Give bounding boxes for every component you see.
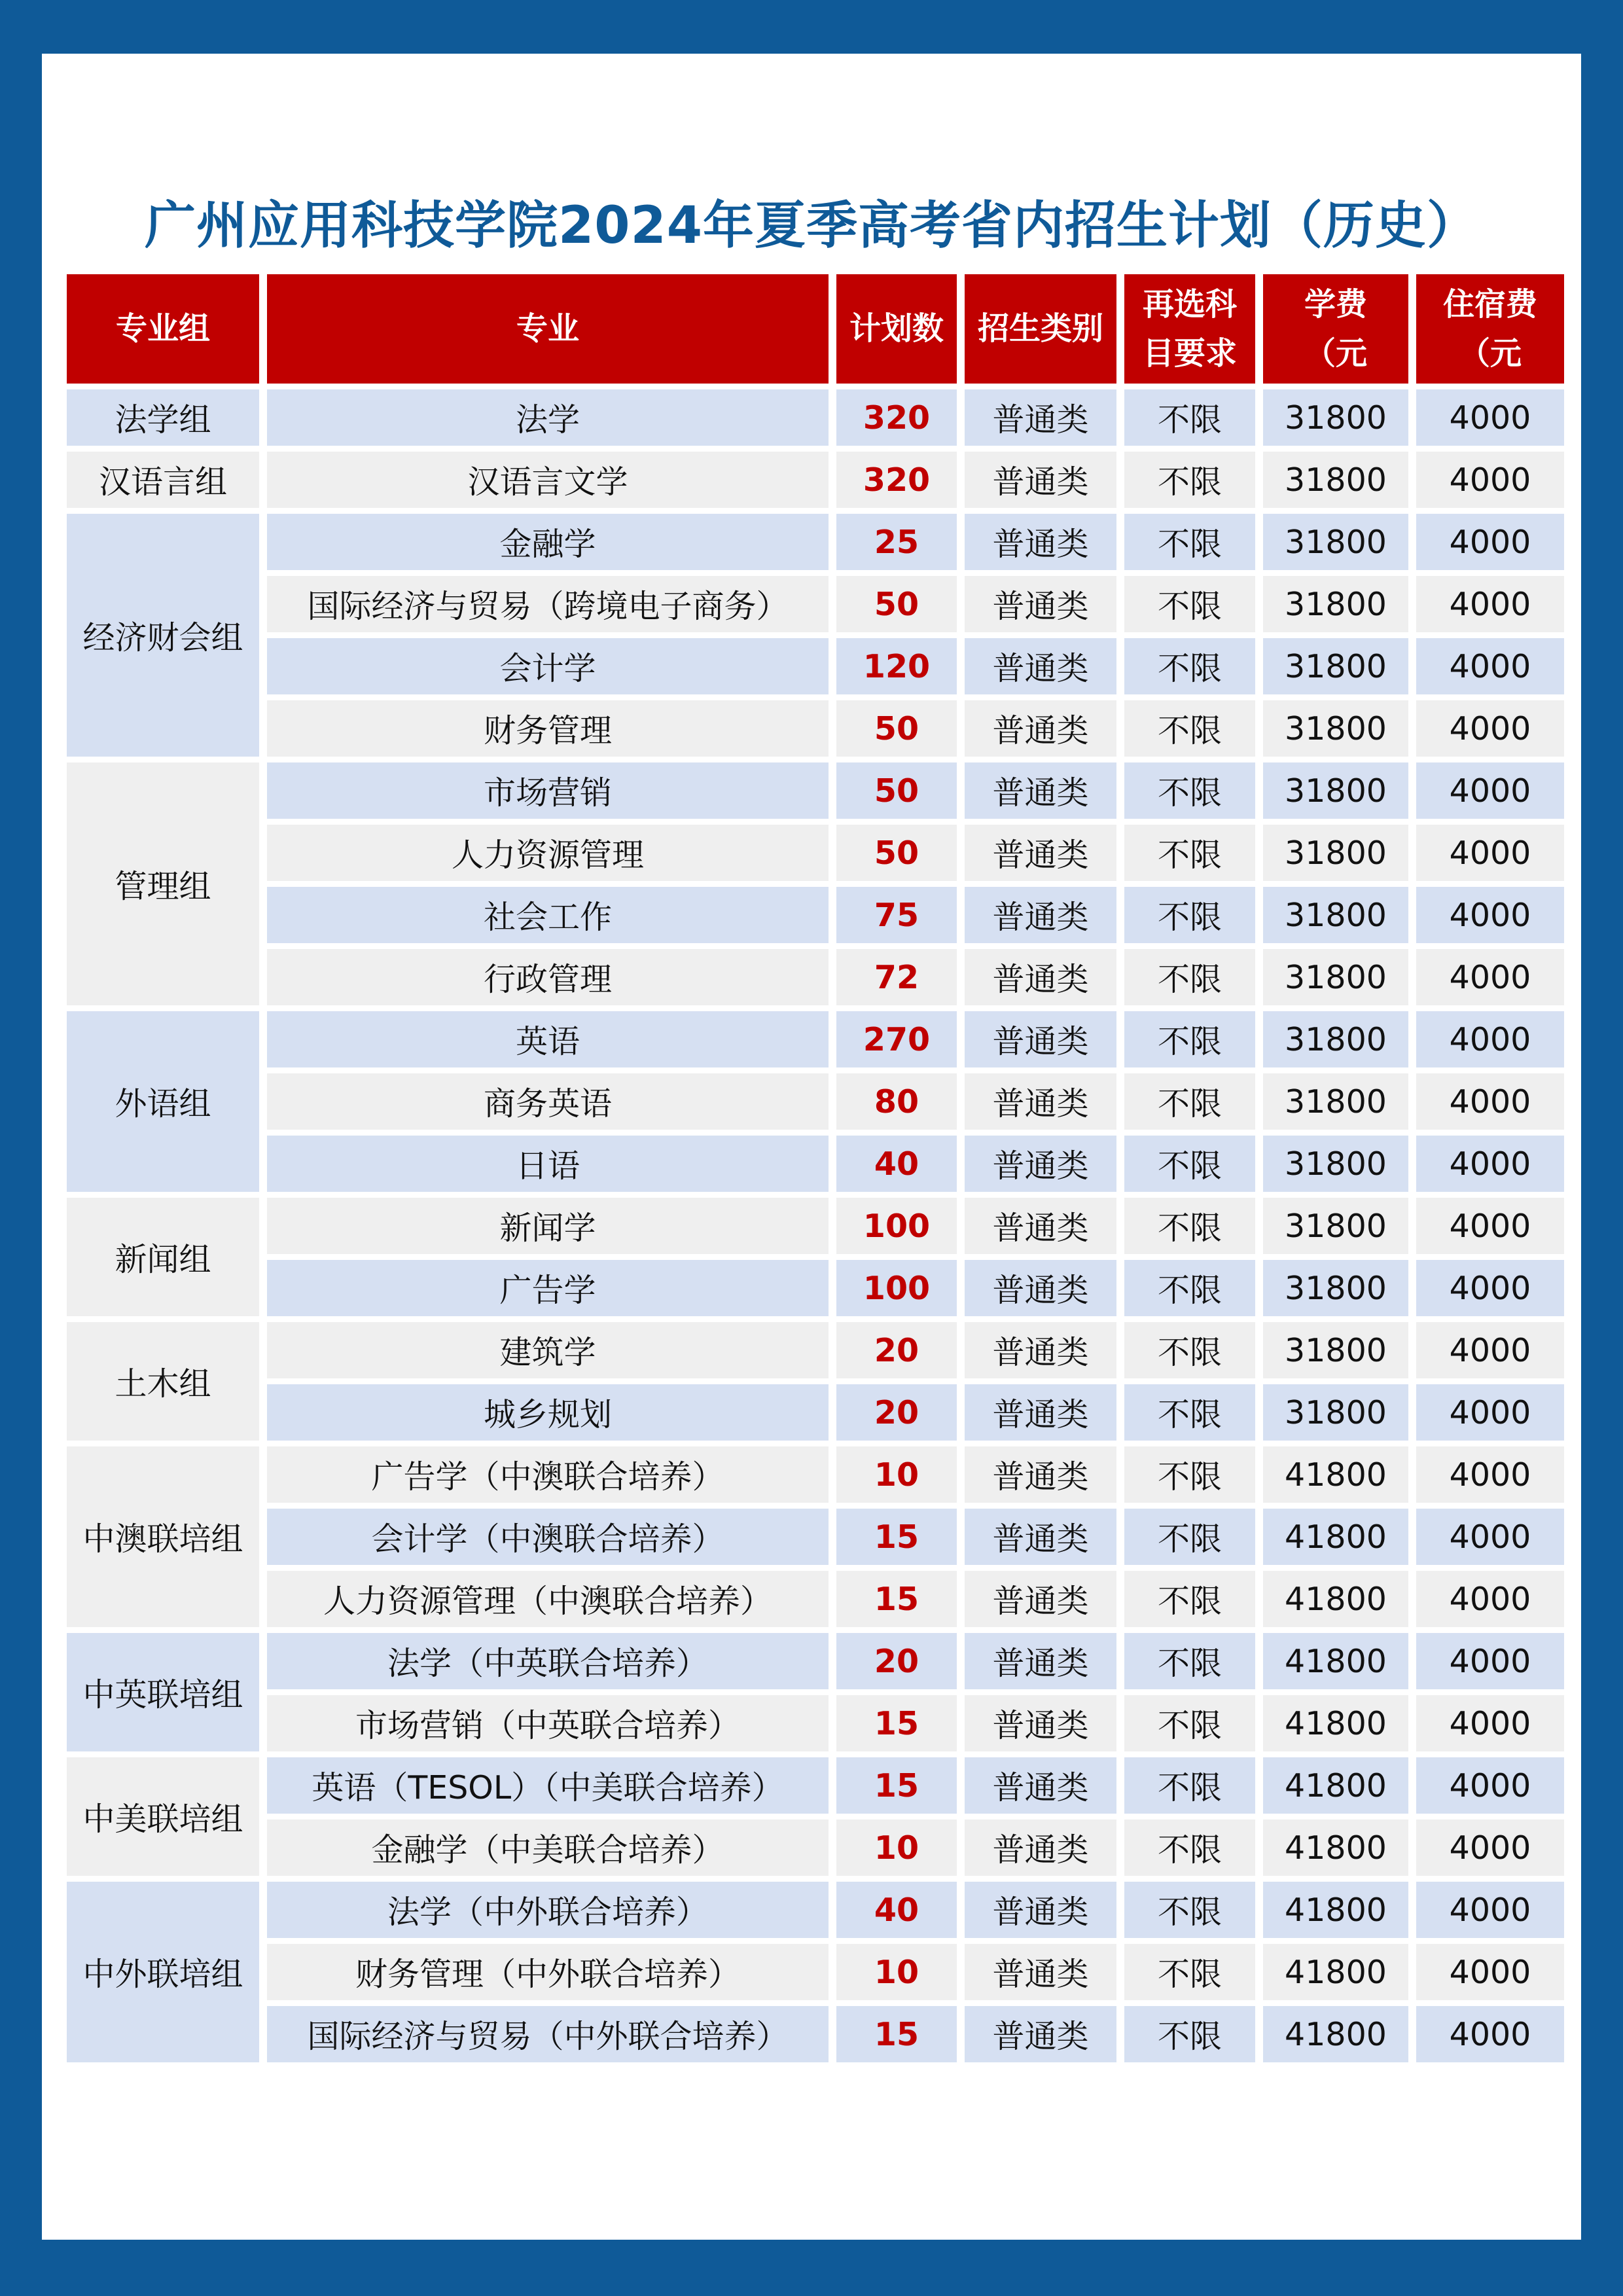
tuition-cell: 31800: [1263, 700, 1408, 757]
table-row: [67, 1384, 1564, 1441]
category-cell: 普通类: [965, 1571, 1116, 1627]
subject-req-cell: 不限: [1124, 1198, 1255, 1254]
plan-count-cell: 270: [836, 1011, 957, 1067]
plan-count-cell: 120: [836, 638, 957, 694]
header-subject-req: [1124, 274, 1255, 384]
dorm-fee-cell: 4000: [1416, 1322, 1564, 1378]
tuition-cell: 31800: [1263, 1073, 1408, 1130]
subject-req-cell: 不限: [1124, 1820, 1255, 1876]
plan-count-cell: 10: [836, 1820, 957, 1876]
category-cell: 普通类: [965, 1944, 1116, 2000]
table-row: [67, 700, 1564, 757]
subject-req-cell: 不限: [1124, 949, 1255, 1005]
major-cell: 英语（TESOL）（中美联合培养）: [267, 1757, 829, 1814]
tuition-cell: 31800: [1263, 1136, 1408, 1192]
tuition-cell: 31800: [1263, 389, 1408, 446]
poster-panel: [42, 54, 1581, 2240]
header-subject-req-line1: 再选科: [1142, 286, 1237, 323]
category-cell: 普通类: [965, 1757, 1116, 1814]
header-tuition: [1263, 274, 1408, 384]
major-cell: 法学: [267, 389, 829, 446]
dorm-fee-cell: 4000: [1416, 1136, 1564, 1192]
subject-req-cell: 不限: [1124, 514, 1255, 570]
major-cell: 广告学: [267, 1260, 829, 1316]
tuition-cell: 31800: [1263, 825, 1408, 881]
table-row: [67, 825, 1564, 881]
category-cell: 普通类: [965, 949, 1116, 1005]
major-cell: 会计学: [267, 638, 829, 694]
group-name-cell: 管理组: [67, 762, 259, 1005]
tuition-cell: 41800: [1263, 1633, 1408, 1689]
subject-req-cell: 不限: [1124, 1136, 1255, 1192]
subject-req-cell: 不限: [1124, 638, 1255, 694]
group-name-cell: 外语组: [67, 1011, 259, 1192]
table-row: [67, 2006, 1564, 2062]
table-row: [67, 1073, 1564, 1130]
tuition-cell: 41800: [1263, 1882, 1408, 1938]
subject-req-cell: 不限: [1124, 1322, 1255, 1378]
table-row: [67, 452, 1564, 508]
table-row: [67, 638, 1564, 694]
major-cell: 人力资源管理（中澳联合培养）: [267, 1571, 829, 1627]
plan-count-cell: 10: [836, 1944, 957, 2000]
major-cell: 新闻学: [267, 1198, 829, 1254]
plan-count-cell: 15: [836, 2006, 957, 2062]
enrollment-table: [59, 268, 1572, 2068]
major-cell: 国际经济与贸易（中外联合培养）: [267, 2006, 829, 2062]
subject-req-cell: 不限: [1124, 1384, 1255, 1441]
plan-count-cell: 320: [836, 452, 957, 508]
category-cell: 普通类: [965, 1073, 1116, 1130]
major-cell: 日语: [267, 1136, 829, 1192]
table-row: [67, 1446, 1564, 1503]
header-major: 专业: [267, 274, 829, 384]
tuition-cell: 31800: [1263, 1322, 1408, 1378]
category-cell: 普通类: [965, 452, 1116, 508]
major-cell: 人力资源管理: [267, 825, 829, 881]
subject-req-cell: 不限: [1124, 762, 1255, 819]
plan-count-cell: 20: [836, 1322, 957, 1378]
plan-count-cell: 40: [836, 1136, 957, 1192]
group-name-cell: 中英联培组: [67, 1633, 259, 1751]
subject-req-cell: 不限: [1124, 2006, 1255, 2062]
dorm-fee-cell: 4000: [1416, 576, 1564, 632]
tuition-cell: 41800: [1263, 2006, 1408, 2062]
category-cell: 普通类: [965, 1136, 1116, 1192]
major-cell: 汉语言文学: [267, 452, 829, 508]
major-cell: 法学（中外联合培养）: [267, 1882, 829, 1938]
tuition-cell: 31800: [1263, 887, 1408, 943]
tuition-cell: 31800: [1263, 762, 1408, 819]
subject-req-cell: 不限: [1124, 1757, 1255, 1814]
plan-count-cell: 40: [836, 1882, 957, 1938]
dorm-fee-cell: 4000: [1416, 1695, 1564, 1751]
subject-req-cell: 不限: [1124, 452, 1255, 508]
subject-req-cell: 不限: [1124, 389, 1255, 446]
major-cell: 市场营销（中英联合培养）: [267, 1695, 829, 1751]
dorm-fee-cell: 4000: [1416, 1757, 1564, 1814]
major-cell: 会计学（中澳联合培养）: [267, 1509, 829, 1565]
plan-count-cell: 80: [836, 1073, 957, 1130]
major-cell: 财务管理: [267, 700, 829, 757]
subject-req-cell: 不限: [1124, 1446, 1255, 1503]
major-cell: 商务英语: [267, 1073, 829, 1130]
header-dorm-line2: （元: [1458, 334, 1522, 372]
header-group: 专业组: [67, 274, 259, 384]
major-cell: 财务管理（中外联合培养）: [267, 1944, 829, 2000]
table-row: [67, 1260, 1564, 1316]
plan-count-cell: 10: [836, 1446, 957, 1503]
plan-count-cell: 50: [836, 700, 957, 757]
tuition-cell: 41800: [1263, 1944, 1408, 2000]
table-row: [67, 887, 1564, 943]
subject-req-cell: 不限: [1124, 1944, 1255, 2000]
table-row: [67, 1882, 1564, 1938]
category-cell: 普通类: [965, 576, 1116, 632]
plan-count-cell: 50: [836, 825, 957, 881]
dorm-fee-cell: 4000: [1416, 638, 1564, 694]
dorm-fee-cell: 4000: [1416, 887, 1564, 943]
dorm-fee-cell: 4000: [1416, 762, 1564, 819]
dorm-fee-cell: 4000: [1416, 452, 1564, 508]
category-cell: 普通类: [965, 762, 1116, 819]
subject-req-cell: 不限: [1124, 887, 1255, 943]
subject-req-cell: 不限: [1124, 1882, 1255, 1938]
tuition-cell: 41800: [1263, 1695, 1408, 1751]
dorm-fee-cell: 4000: [1416, 1633, 1564, 1689]
table-row: [67, 1944, 1564, 2000]
major-cell: 金融学（中美联合培养）: [267, 1820, 829, 1876]
major-cell: 法学（中英联合培养）: [267, 1633, 829, 1689]
dorm-fee-cell: 4000: [1416, 949, 1564, 1005]
plan-count-cell: 20: [836, 1633, 957, 1689]
major-cell: 社会工作: [267, 887, 829, 943]
tuition-cell: 31800: [1263, 514, 1408, 570]
tuition-cell: 31800: [1263, 452, 1408, 508]
major-cell: 国际经济与贸易（跨境电子商务）: [267, 576, 829, 632]
category-cell: 普通类: [965, 1695, 1116, 1751]
table-header-row: [67, 274, 1564, 384]
table-row: [67, 389, 1564, 446]
dorm-fee-cell: 4000: [1416, 1446, 1564, 1503]
table-row: [67, 1136, 1564, 1192]
table-row: [67, 949, 1564, 1005]
table-row: [67, 576, 1564, 632]
plan-count-cell: 20: [836, 1384, 957, 1441]
table-row: [67, 1011, 1564, 1067]
table-row: [67, 514, 1564, 570]
plan-count-cell: 75: [836, 887, 957, 943]
category-cell: 普通类: [965, 638, 1116, 694]
table-row: [67, 762, 1564, 819]
tuition-cell: 31800: [1263, 1384, 1408, 1441]
subject-req-cell: 不限: [1124, 1509, 1255, 1565]
table-row: [67, 1695, 1564, 1751]
group-name-cell: 中美联培组: [67, 1757, 259, 1876]
tuition-cell: 41800: [1263, 1757, 1408, 1814]
plan-count-cell: 100: [836, 1260, 957, 1316]
table-row: [67, 1198, 1564, 1254]
tuition-cell: 31800: [1263, 1260, 1408, 1316]
tuition-cell: 31800: [1263, 1198, 1408, 1254]
table-row: [67, 1633, 1564, 1689]
plan-count-cell: 25: [836, 514, 957, 570]
tuition-cell: 31800: [1263, 638, 1408, 694]
table-row: [67, 1322, 1564, 1378]
dorm-fee-cell: 4000: [1416, 389, 1564, 446]
subject-req-cell: 不限: [1124, 825, 1255, 881]
major-cell: 行政管理: [267, 949, 829, 1005]
category-cell: 普通类: [965, 1384, 1116, 1441]
plan-count-cell: 320: [836, 389, 957, 446]
table-row: [67, 1820, 1564, 1876]
dorm-fee-cell: 4000: [1416, 514, 1564, 570]
subject-req-cell: 不限: [1124, 700, 1255, 757]
header-subject-req-line2: 目要求: [1142, 334, 1237, 372]
major-cell: 金融学: [267, 514, 829, 570]
tuition-cell: 41800: [1263, 1820, 1408, 1876]
tuition-cell: 31800: [1263, 949, 1408, 1005]
tuition-cell: 41800: [1263, 1571, 1408, 1627]
dorm-fee-cell: 4000: [1416, 1260, 1564, 1316]
category-cell: 普通类: [965, 1260, 1116, 1316]
subject-req-cell: 不限: [1124, 576, 1255, 632]
subject-req-cell: 不限: [1124, 1260, 1255, 1316]
dorm-fee-cell: 4000: [1416, 1820, 1564, 1876]
table-row: [67, 1757, 1564, 1814]
category-cell: 普通类: [965, 1322, 1116, 1378]
major-cell: 建筑学: [267, 1322, 829, 1378]
group-name-cell: 中外联培组: [67, 1882, 259, 2062]
major-cell: 市场营销: [267, 762, 829, 819]
subject-req-cell: 不限: [1124, 1633, 1255, 1689]
subject-req-cell: 不限: [1124, 1073, 1255, 1130]
plan-count-cell: 15: [836, 1757, 957, 1814]
tuition-cell: 31800: [1263, 1011, 1408, 1067]
dorm-fee-cell: 4000: [1416, 2006, 1564, 2062]
major-cell: 广告学（中澳联合培养）: [267, 1446, 829, 1503]
dorm-fee-cell: 4000: [1416, 1073, 1564, 1130]
table-row: [67, 1509, 1564, 1565]
group-name-cell: 法学组: [67, 389, 259, 446]
plan-count-cell: 100: [836, 1198, 957, 1254]
category-cell: 普通类: [965, 1446, 1116, 1503]
header-plan: 计划数: [836, 274, 957, 384]
dorm-fee-cell: 4000: [1416, 1384, 1564, 1441]
page-title: 广州应用科技学院2024年夏季高考省内招生计划（历史）: [144, 196, 1479, 255]
plan-count-cell: 15: [836, 1695, 957, 1751]
plan-count-cell: 72: [836, 949, 957, 1005]
subject-req-cell: 不限: [1124, 1571, 1255, 1627]
category-cell: 普通类: [965, 825, 1116, 881]
subject-req-cell: 不限: [1124, 1695, 1255, 1751]
group-name-cell: 中澳联培组: [67, 1446, 259, 1627]
group-name-cell: 汉语言组: [67, 452, 259, 508]
category-cell: 普通类: [965, 887, 1116, 943]
dorm-fee-cell: 4000: [1416, 1944, 1564, 2000]
category-cell: 普通类: [965, 1198, 1116, 1254]
major-cell: 英语: [267, 1011, 829, 1067]
table-row: [67, 1571, 1564, 1627]
category-cell: 普通类: [965, 700, 1116, 757]
table-body: [67, 389, 1564, 2062]
dorm-fee-cell: 4000: [1416, 1509, 1564, 1565]
header-tuition-line1: 学费: [1304, 286, 1367, 323]
tuition-cell: 41800: [1263, 1446, 1408, 1503]
tuition-cell: 31800: [1263, 576, 1408, 632]
dorm-fee-cell: 4000: [1416, 700, 1564, 757]
dorm-fee-cell: 4000: [1416, 1882, 1564, 1938]
category-cell: 普通类: [965, 1882, 1116, 1938]
category-cell: 普通类: [965, 1633, 1116, 1689]
dorm-fee-cell: 4000: [1416, 1571, 1564, 1627]
group-name-cell: 经济财会组: [67, 514, 259, 757]
dorm-fee-cell: 4000: [1416, 825, 1564, 881]
header-dorm: [1416, 274, 1564, 384]
plan-count-cell: 50: [836, 576, 957, 632]
group-name-cell: 新闻组: [67, 1198, 259, 1316]
header-tuition-line2: （元: [1304, 334, 1367, 372]
subject-req-cell: 不限: [1124, 1011, 1255, 1067]
category-cell: 普通类: [965, 1509, 1116, 1565]
header-category: 招生类别: [965, 274, 1116, 384]
plan-count-cell: 15: [836, 1571, 957, 1627]
dorm-fee-cell: 4000: [1416, 1011, 1564, 1067]
group-name-cell: 土木组: [67, 1322, 259, 1441]
category-cell: 普通类: [965, 1820, 1116, 1876]
plan-count-cell: 15: [836, 1509, 957, 1565]
category-cell: 普通类: [965, 2006, 1116, 2062]
category-cell: 普通类: [965, 389, 1116, 446]
category-cell: 普通类: [965, 1011, 1116, 1067]
dorm-fee-cell: 4000: [1416, 1198, 1564, 1254]
header-dorm-line1: 住宿费: [1442, 286, 1537, 323]
major-cell: 城乡规划: [267, 1384, 829, 1441]
category-cell: 普通类: [965, 514, 1116, 570]
plan-count-cell: 50: [836, 762, 957, 819]
tuition-cell: 41800: [1263, 1509, 1408, 1565]
